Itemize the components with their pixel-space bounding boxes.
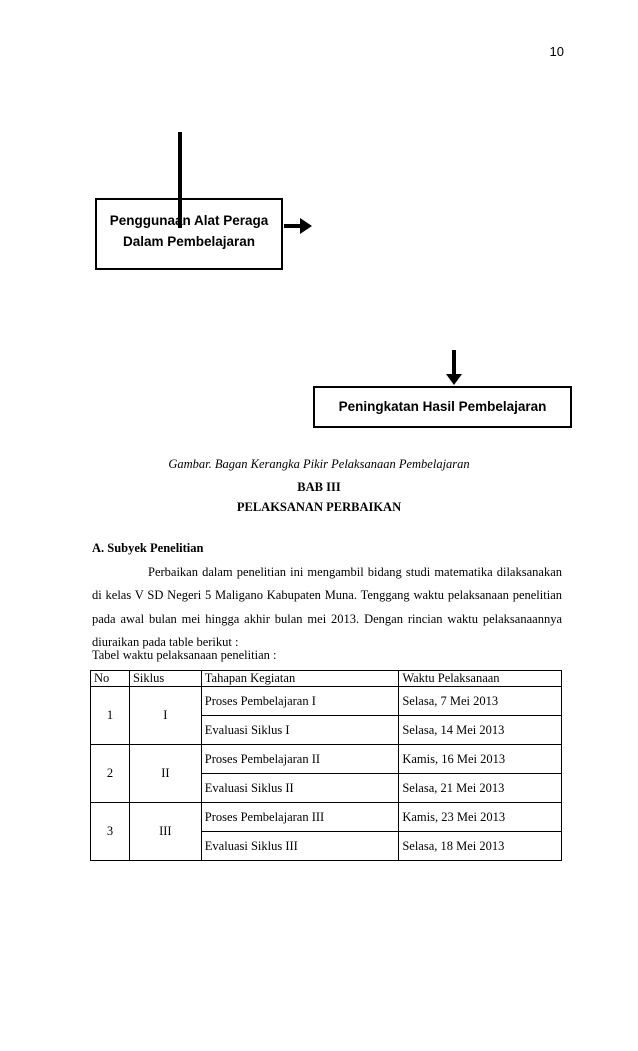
chapter-number: BAB III (297, 480, 341, 494)
box1-line-1: Penggunaan Alat Peraga (109, 213, 269, 228)
header-tahapan: Tahapan Kegiatan (201, 671, 399, 687)
header-waktu: Waktu Pelaksanaan (399, 671, 562, 687)
body-paragraph (92, 561, 562, 654)
header-siklus: Siklus (129, 671, 201, 687)
paragraph-line-1: Perbaikan dalam penelitian ini mengambil bidang studi matematika dilaksanakan (148, 565, 562, 579)
cell-kegiatan: Evaluasi Siklus I (201, 716, 399, 745)
diagram-box-peningkatan (313, 386, 572, 428)
cell-siklus: II (129, 745, 201, 803)
box1-line-2: Dalam Pembelajaran (122, 234, 256, 249)
table-row (91, 687, 562, 716)
cell-kegiatan: Proses Pembelajaran III (201, 803, 399, 832)
connector-line-vertical-bottom (452, 350, 456, 376)
cell-waktu: Kamis, 16 Mei 2013 (399, 745, 562, 774)
paragraph-line-2: di kelas V SD Negeri 5 Maligano Kabupaten Muna. Tenggang waktu pelaksanaan penelitian (92, 588, 562, 603)
box2-label: Peningkatan Hasil Pembelajaran (338, 399, 547, 414)
cell-siklus: I (129, 687, 201, 745)
cell-kegiatan: Proses Pembelajaran I (201, 687, 399, 716)
section-heading: A. Subyek Penelitian (92, 541, 204, 555)
cell-kegiatan: Proses Pembelajaran II (201, 745, 399, 774)
cell-waktu: Selasa, 18 Mei 2013 (399, 832, 562, 861)
arrow-right-icon (300, 218, 312, 234)
cell-waktu: Selasa, 7 Mei 2013 (399, 687, 562, 716)
figure-caption: Gambar. Bagan Kerangka Pikir Pelaksanaan Pembelajaran (168, 457, 470, 471)
cell-siklus: III (129, 803, 201, 861)
schedule-table (90, 670, 562, 861)
cell-no: 3 (91, 803, 130, 861)
table-row (91, 745, 562, 774)
table-caption: Tabel waktu pelaksanaan penelitian : (92, 648, 277, 662)
chapter-title: PELAKSANAN PERBAIKAN (236, 500, 402, 514)
cell-waktu: Selasa, 21 Mei 2013 (399, 774, 562, 803)
paragraph-line-3: pada awal bulan mei hingga akhir bulan mei 2013. Dengan rincian waktu pelaksanaannya (92, 611, 562, 626)
table-row (91, 803, 562, 832)
page-number: 10 (549, 44, 564, 59)
cell-kegiatan: Evaluasi Siklus II (201, 774, 399, 803)
table-header-row (91, 671, 562, 687)
paragraph-line-4: diuraikan pada table berikut : (92, 634, 239, 649)
arrow-down-icon (446, 374, 462, 385)
cell-no: 1 (91, 687, 130, 745)
diagram-box-penggunaan (95, 198, 283, 270)
cell-kegiatan: Evaluasi Siklus III (201, 832, 399, 861)
header-no: No (91, 671, 130, 687)
cell-waktu: Kamis, 23 Mei 2013 (399, 803, 562, 832)
cell-no: 2 (91, 745, 130, 803)
cell-waktu: Selasa, 14 Mei 2013 (399, 716, 562, 745)
